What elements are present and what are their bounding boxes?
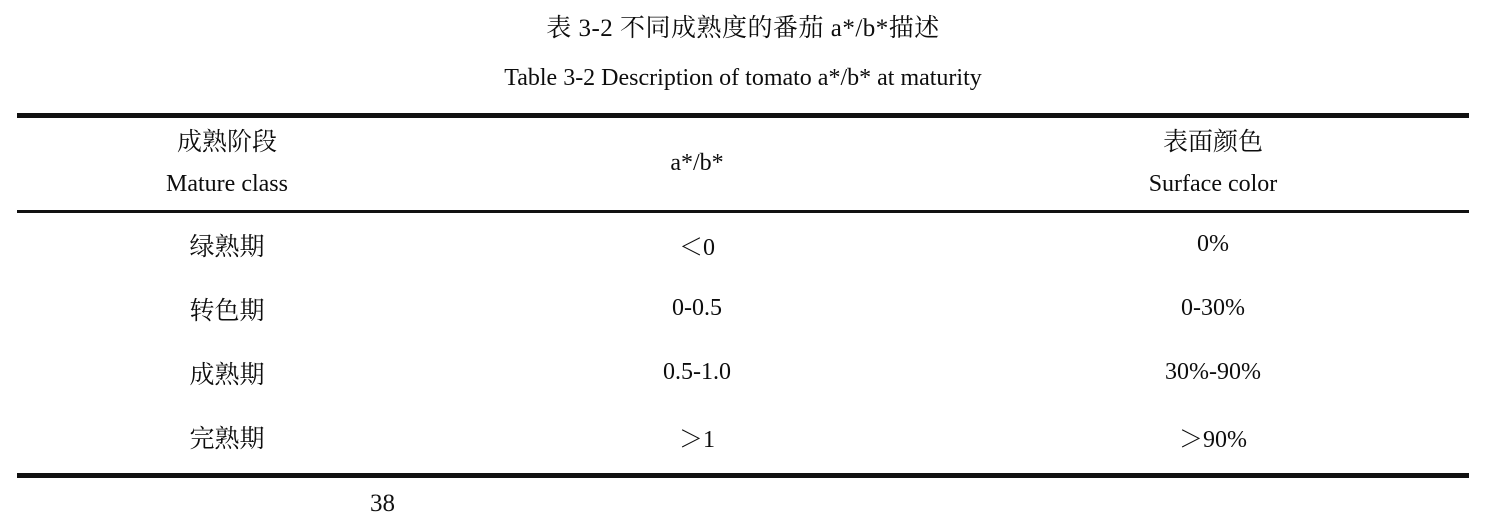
table-caption-chinese: 表 3-2 不同成熟度的番茄 a*/b*描述 [546,15,940,42]
maturity-table [17,113,1469,478]
header-stage-chinese: 成熟阶段 [176,128,277,156]
cell-color: 30%-90% [1165,359,1261,386]
table-header-row [17,120,1469,212]
table-row [17,341,1469,405]
table-row [17,277,1469,341]
cell-color: 0% [1197,231,1229,258]
cell-ratio: 0.5-1.0 [663,359,731,386]
header-stage-english: Mature class [166,170,288,197]
header-cell-ratio [437,120,957,212]
table-row [17,405,1469,469]
header-color-chinese: 表面颜色 [1162,128,1263,156]
cell-color: ＞90% [1179,427,1247,454]
header-cell-stage [17,120,437,212]
cell-stage: 转色期 [189,297,265,325]
header-cell-color [957,120,1469,212]
cell-stage: 完熟期 [189,425,265,453]
cell-ratio: ＞1 [679,427,715,454]
table-bottom-rule [17,469,1469,476]
cell-color: 0-30% [1181,295,1245,322]
cell-ratio: ＜0 [679,235,715,262]
cell-stage: 成熟期 [189,361,265,389]
table-caption-english: Table 3-2 Description of tomato a*/b* at maturity [504,65,982,91]
table-row [17,211,1469,277]
header-color-english: Surface color [1148,170,1278,197]
cell-stage: 绿熟期 [189,233,265,261]
page-number: 38 [370,490,395,517]
header-ratio-label: a*/b* [670,149,724,176]
cell-ratio: 0-0.5 [672,295,722,322]
